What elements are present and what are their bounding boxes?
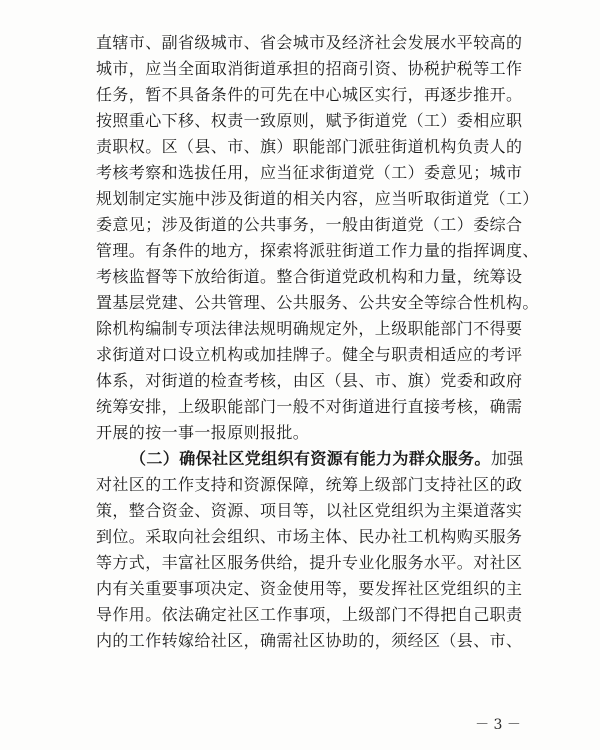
paragraph-2-first-line xyxy=(96,446,524,472)
paragraph-1-line-13: 求街道对口设立机构或加挂牌子。健全与职责相适应的考评 xyxy=(96,345,523,364)
body-text xyxy=(96,30,539,654)
paragraph-1-line-1: 直辖市、副省级城市、省会城市及经济社会发展水平较高的 xyxy=(96,33,523,52)
paragraph-1-line-4: 按照重心下移、权责一致原则，赋予街道党（工）委相应职 xyxy=(96,111,523,130)
paragraph-2-line-8: 内的工作转嫁给社区，确需社区协助的，须经区（县、市、 xyxy=(96,631,523,650)
paragraph-2-line-6: 内有关重要事项决定、资金使用等，要发挥社区党组织的主 xyxy=(96,579,523,598)
paragraph-1-line-9: 管理。有条件的地方，探索将派驻街道工作力量的指挥调度、 xyxy=(96,241,539,260)
section-heading: （二）确保社区党组织有资源有能力为群众服务。 xyxy=(130,449,491,468)
paragraph-1-line-12: 除机构编制专项法律法规明确规定外，上级职能部门不得要 xyxy=(96,319,523,338)
paragraph-2-line-2: 对社区的工作支持和资源保障，统筹上级部门支持社区的政 xyxy=(96,475,523,494)
paragraph-1-line-5: 责职权。区（县、市、旗）职能部门派驻街道机构负责人的 xyxy=(96,137,523,156)
paragraph-2-line-5: 等方式，丰富社区服务供给，提升专业化服务水平。对社区 xyxy=(96,553,523,572)
paragraph-1-line-3: 任务，暂不具备条件的可先在中心城区实行，再逐步推开。 xyxy=(96,85,523,104)
paragraph-1-line-15: 统筹安排，上级职能部门一般不对街道进行直接考核，确需 xyxy=(96,397,523,416)
paragraph-1-line-8: 委意见；涉及街道的公共事务，一般由街道党（工）委综合 xyxy=(96,215,523,234)
paragraph-1-line-11: 置基层党建、公共管理、公共服务、公共安全等综合性机构。 xyxy=(96,293,539,312)
paragraph-1-line-14: 体系，对街道的检查考核，由区（县、市、旗）党委和政府 xyxy=(96,371,523,390)
paragraph-1-line-6: 考核考察和选拔任用，应当征求街道党（工）委意见；城市 xyxy=(96,163,523,182)
paragraph-2-first-line-rest: 加强 xyxy=(490,449,524,468)
paragraph-1-line-2: 城市，应当全面取消街道承担的招商引资、协税护税等工作 xyxy=(96,59,523,78)
paragraph-2-line-4: 到位。采取向社会组织、市场主体、民办社工机构购买服务 xyxy=(96,527,523,546)
paragraph-1-line-10: 考核监督等下放给街道。整合街道党政机构和力量，统筹设 xyxy=(96,267,523,286)
paragraph-1-line-7: 规划制定实施中涉及街道的相关内容，应当听取街道党（工） xyxy=(96,189,539,208)
paragraph-2-line-3: 策，整合资金、资源、项目等，以社区党组织为主渠道落实 xyxy=(96,501,523,520)
page-number: － 3 － xyxy=(475,717,521,733)
paragraph-2-line-7: 导作用。依法确定社区工作事项，上级部门不得把自己职责 xyxy=(96,605,523,624)
paragraph-1-line-16: 开展的按一事一报原则报批。 xyxy=(96,423,310,442)
